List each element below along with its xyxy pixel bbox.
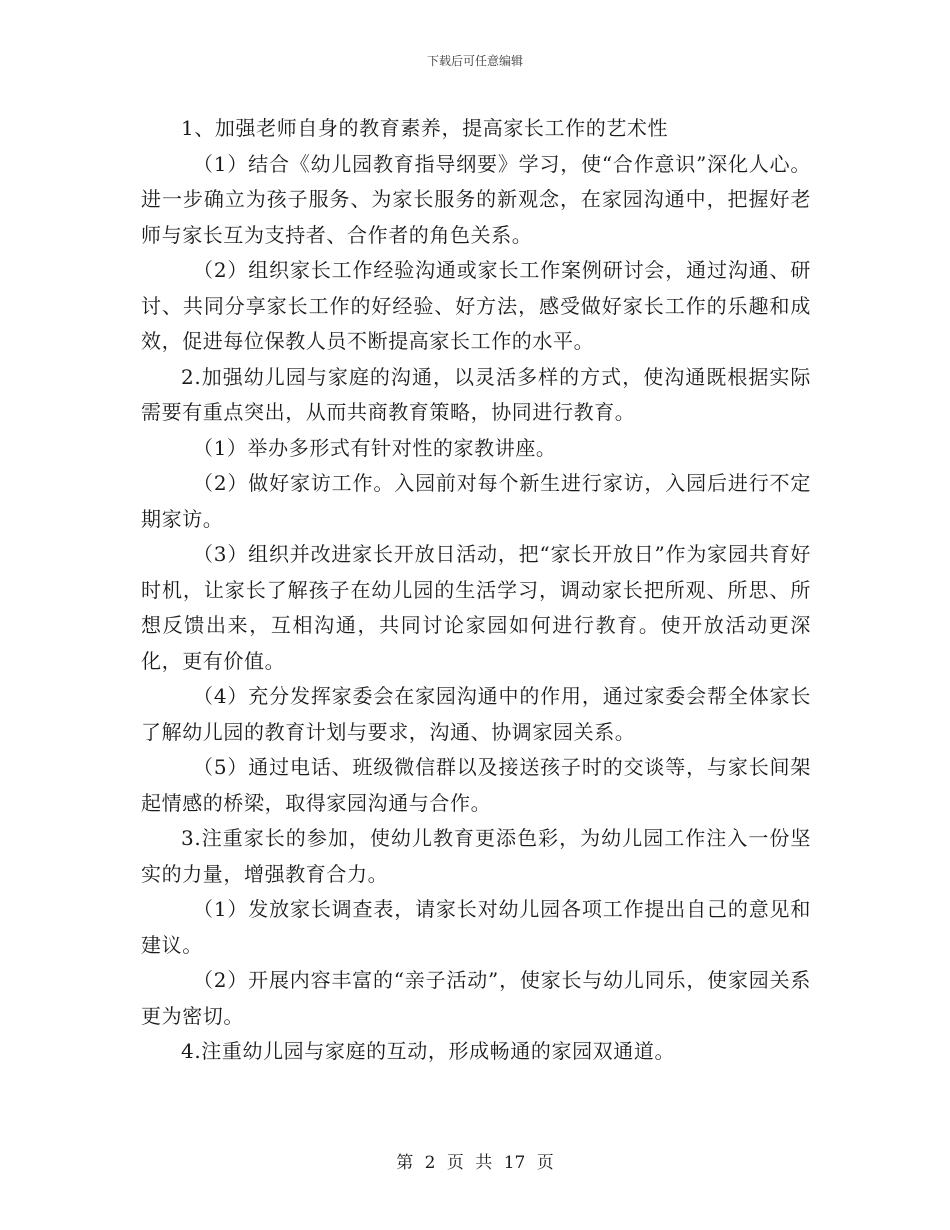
page-header-note: 下载后可任意编辑 [426,54,523,68]
paragraph-2-5: （5）通过电话、班级微信群以及接送孩子时的交谈等，与家长间架起情感的桥梁，取得家园沟通与合作。 [141,755,811,815]
paragraph-2-3: （3）组织并改进家长开放日活动，把“家长开放日”作为家园共育好时机，让家长了解孩子在幼儿园的生活学习，调动家长把所观、所思、所想反馈出来，互相沟通，共同讨论家园如何进行教育。使开放活动更深化，更有价值。 [141,542,811,673]
paragraph-3: 3.注重家长的参加，使幼儿教育更添色彩，为幼儿园工作注入一份坚实的力量，增强教育合力。 [141,826,811,886]
paragraph-1-2: （2）组织家长工作经验沟通或家长工作案例研讨会，通过沟通、研讨、共同分享家长工作的好经验、好方法，感受做好家长工作的乐趣和成效，促进每位保教人员不断提高家长工作的水平。 [141,258,811,353]
paragraph-2-4: （4）充分发挥家委会在家园沟通中的作用，通过家委会帮全体家长了解幼儿园的教育计划与要求，沟通、协调家园关系。 [141,684,811,744]
document-body [141,111,811,1070]
paragraph-3-2: （2）开展内容丰富的“亲子活动”，使家长与幼儿同乐，使家园关系更为密切。 [141,968,811,1028]
paragraph-1-1: （1）结合《幼儿园教育指导纲要》学习，使“合作意识”深化人心。进一步确立为孩子服务、为家长服务的新观念，在家园沟通中，把握好老师与家长互为支持者、合作者的角色关系。 [141,151,811,247]
paragraph-2-2: （2）做好家访工作。入园前对每个新生进行家访，入园后进行不定期家访。 [141,471,811,531]
paragraph-4: 4.注重幼儿园与家庭的互动，形成畅通的家园双通道。 [181,1039,676,1063]
paragraph-2-1: （1）举办多形式有针对性的家教讲座。 [193,435,557,460]
paragraph-2: 2.加强幼儿园与家庭的沟通，以灵活多样的方式，使沟通既根据实际需要有重点突出，从而共商教育策略，协同进行教育。 [141,364,811,424]
paragraph-1: 1、加强老师自身的教育素养，提高家长工作的艺术性 [181,116,669,140]
paragraph-3-1: （1）发放家长调查表，请家长对幼儿园各项工作提出自己的意见和建议。 [141,897,811,957]
page-number: 第 2 页 共 17 页 [396,1153,554,1173]
